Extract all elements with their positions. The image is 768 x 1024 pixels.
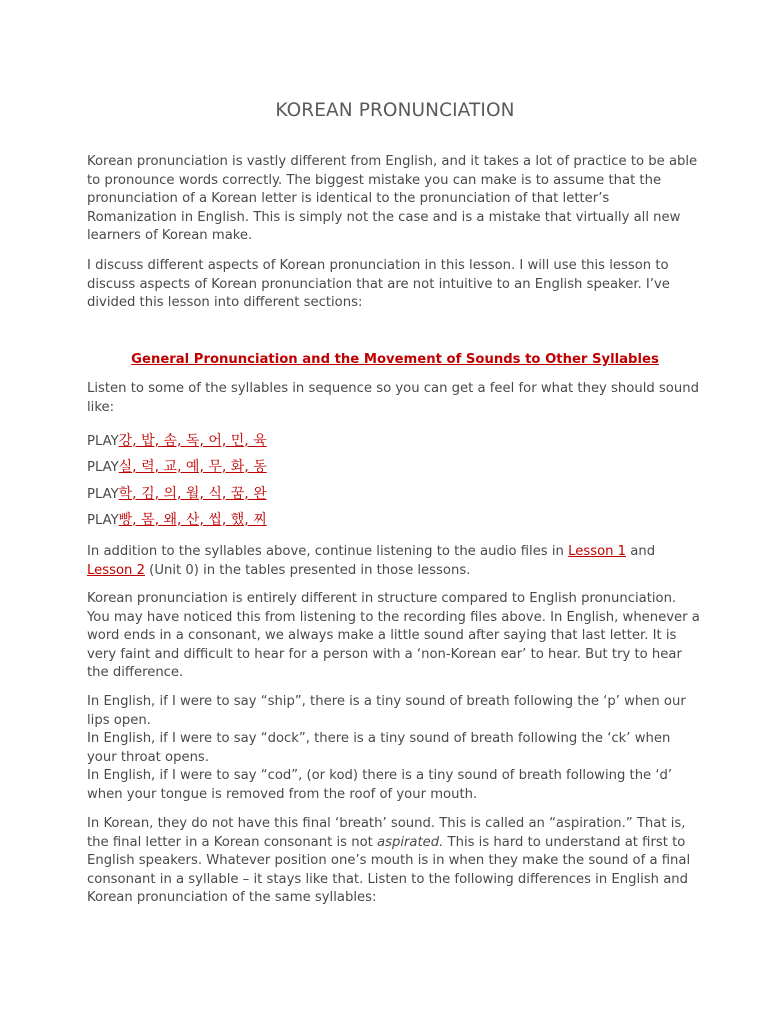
korean-paragraph — [87, 815, 703, 908]
play-row — [87, 457, 267, 478]
korean-text: In Korean, they do not have this final ‘breath’ sound. This is called an “aspiration.” That is, the final letter in a Korean consonant is not — [87, 816, 686, 850]
play-label: PLAY — [87, 487, 119, 502]
page-title: KOREAN PRONUNCIATION — [275, 100, 515, 121]
addition-text: (Unit 0) in the tables presented in those lessons. — [144, 562, 471, 578]
play-row — [87, 510, 267, 531]
play-label: PLAY — [87, 434, 119, 449]
play-row — [87, 484, 267, 505]
play-row — [87, 431, 267, 452]
english-example: In English, if I were to say “dock”, there is a tiny sound of breath following the ‘ck’ when your throat opens. — [87, 731, 671, 765]
addition-text: and — [626, 544, 656, 559]
listen-paragraph: Listen to some of the syllables in sequence so you can get a feel for what they should sound like: — [87, 381, 699, 415]
english-example: In English, if I were to say “cod”, (or kod) there is a tiny sound of breath following the ‘d’ when your tongue is removed from the roof of your mouth. — [87, 768, 673, 802]
addition-text: In addition to the syllables above, continue listening to the audio files in — [87, 544, 569, 559]
play-label: PLAY — [87, 460, 119, 475]
english-example: In English, if I were to say “ship”, there is a tiny sound of breath following the ‘p’ when our lips open. — [87, 694, 686, 728]
english-examples-paragraph — [87, 693, 703, 804]
play-syllables-link[interactable]: 빵, 몸, 왜, 산, 씹, 했, 찌 — [118, 512, 267, 528]
intro-paragraph-1: Korean pronunciation is vastly different from English, and it takes a lot of practice to be able to pronounce words correctly. The biggest mistake you can make is to assume that the pronunciation of a Korean letter is identical to the pronunciation of that letter’s Romanization in English. This is simply not the case and is a mistake that virtually all new learners of Korean make. — [87, 154, 698, 243]
intro-paragraph-2: I discuss different aspects of Korean pronunciation in this lesson. I will use this lesson to discuss aspects of Korean pronunciation that are not intuitive to an English speaker. I’ve divided this lesson into different sections: — [87, 258, 670, 310]
play-syllables-link[interactable]: 학, 김, 의, 월, 식, 꿈, 완 — [118, 486, 267, 502]
lesson-1-link[interactable]: Lesson 1 — [568, 544, 627, 559]
addition-paragraph — [87, 543, 703, 580]
korean-text: This is hard to understand at first to English speakers. Whatever position one’s mouth is in when they make the sound of a final consonant in a syllable – it stays like that. Listen to the following differences in English and Korean pronunciation of the same syllables: — [87, 834, 691, 905]
lesson-2-link[interactable]: Lesson 2 — [87, 562, 145, 578]
section-heading-link[interactable]: General Pronunciation and the Movement of Sounds to Other Syllables — [131, 352, 659, 367]
play-syllables-link[interactable]: 강, 밥, 솜, 독, 어, 민, 육 — [118, 433, 267, 449]
aspirated-emphasis: aspirated. — [377, 834, 444, 850]
play-label: PLAY — [87, 513, 119, 528]
structure-paragraph: Korean pronunciation is entirely different in structure compared to English pronunciation. You may have noticed this from listening to the recording files above. In English, whenever a word ends in a consonant, we always make a little sound after saying that last letter. It is very faint and difficult to hear for a person with a ‘non-Korean ear’ to hear. But try to hear the difference. — [87, 591, 700, 680]
play-syllables-link[interactable]: 실, 력, 교, 예, 무, 화, 동 — [118, 459, 267, 475]
